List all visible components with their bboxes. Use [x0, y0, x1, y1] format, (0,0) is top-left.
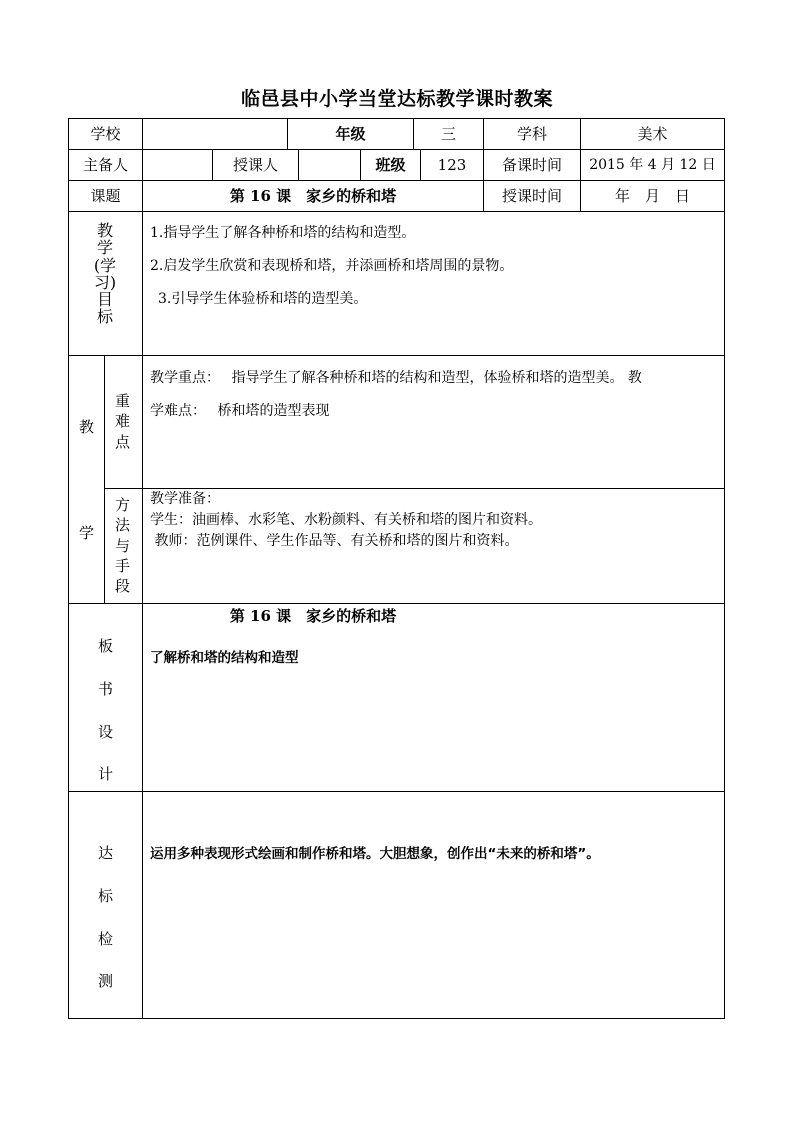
lead-preparer-label: 主备人: [82, 155, 128, 174]
key-points-line-2: 学难点： 桥和塔的造型表现: [150, 403, 330, 419]
key-points-line-1: 教学重点： 指导学生了解各种桥和塔的结构和造型，体验桥和塔的造型美。 教: [150, 370, 642, 386]
subject-label: 学科: [516, 124, 547, 143]
page-title: 临邑县中小学当堂达标教学课时教案: [240, 88, 553, 110]
grade-label: 年级: [335, 124, 366, 143]
methods-label: 方法与手段: [114, 496, 130, 595]
methods-line-3: 教师：范例课件、学生作品等、有关桥和塔的图片和资料。: [150, 533, 519, 549]
school-value: [143, 119, 287, 149]
prep-time-label: 备课时间: [501, 155, 562, 174]
teacher-label: 授课人: [232, 155, 278, 174]
objective-item-1: 1.指导学生了解各种桥和塔的结构和造型。: [150, 225, 416, 241]
lead-preparer-value: [143, 150, 212, 180]
board-design-label: 板书设计: [97, 637, 113, 784]
key-points-label: 重难点: [114, 392, 130, 451]
lesson-time-value: 年 月 日: [614, 186, 690, 205]
class-label: 班级: [375, 155, 406, 174]
topic-label: 课题: [90, 186, 121, 205]
teaching-label-top: 教: [78, 417, 94, 436]
board-content: 了解桥和塔的结构和造型: [150, 650, 299, 666]
topic-value: 第 16 课 家乡的桥和塔: [229, 186, 397, 205]
lesson-time-label: 授课时间: [501, 186, 562, 205]
objective-item-2: 2.启发学生欣赏和表现桥和塔，并添画桥和塔周围的景物。: [150, 258, 514, 274]
assessment-label: 达标检测: [97, 844, 113, 991]
school-label: 学校: [90, 124, 121, 143]
grade-value: 三: [440, 124, 456, 143]
objective-item-3: 3.引导学生体验桥和塔的造型美。: [158, 291, 368, 307]
teacher-value: [299, 150, 360, 180]
subject-value: 美术: [637, 124, 668, 143]
teaching-label-bottom: 学: [78, 523, 94, 542]
prep-time-value: 2015 年 4 月 12 日: [589, 157, 716, 173]
assessment-content: 运用多种表现形式绘画和制作桥和塔。大胆想象，创作出“未来的桥和塔”。: [150, 846, 600, 862]
methods-line-1: 教学准备：: [150, 491, 220, 507]
objectives-label: 教学(学习)目标: [93, 221, 117, 327]
methods-line-2: 学生：油画棒、水彩笔、水粉颜料、有关桥和塔的图片和资料。: [150, 512, 542, 528]
board-heading: 第 16 课 家乡的桥和塔: [229, 606, 397, 625]
class-value: 123: [437, 155, 467, 174]
